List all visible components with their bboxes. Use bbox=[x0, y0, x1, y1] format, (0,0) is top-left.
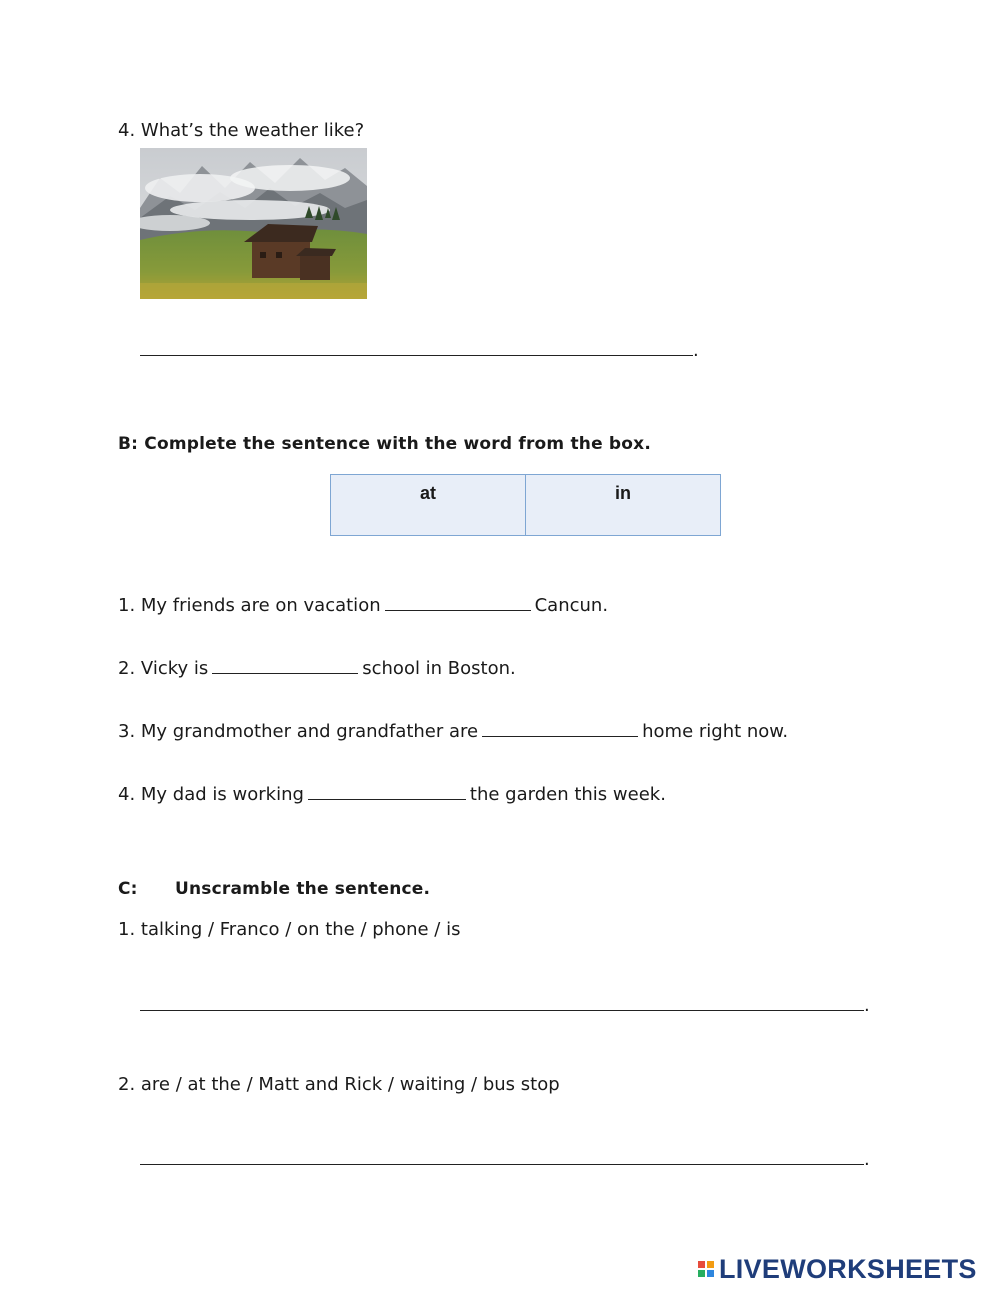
blank-b2[interactable] bbox=[212, 659, 358, 674]
sentence-b3 bbox=[118, 721, 788, 742]
word-box-in: in bbox=[525, 475, 720, 535]
sentence-b2-end: school in Boston. bbox=[362, 658, 516, 679]
logo-mark-icon bbox=[697, 1260, 715, 1278]
sentence-b4 bbox=[118, 784, 666, 805]
sentence-b1-end: Cancun. bbox=[534, 595, 609, 616]
answer-line-c1[interactable] bbox=[140, 1010, 864, 1011]
section-b-heading: B: Complete the sentence with the word from the box. bbox=[118, 434, 652, 454]
word-box bbox=[330, 474, 721, 536]
scramble-c1: 1. talking / Franco / on the / phone / is bbox=[118, 919, 461, 940]
mountain-cabin-photo bbox=[140, 148, 367, 299]
sentence-b3-end: home right now. bbox=[642, 721, 789, 742]
answer-line-c2[interactable] bbox=[140, 1164, 864, 1165]
sentence-b2-start: 2. Vicky is bbox=[118, 658, 209, 679]
sentence-b2 bbox=[118, 658, 516, 679]
word-box-at: at bbox=[331, 475, 525, 535]
blank-b3[interactable] bbox=[482, 722, 638, 737]
answer-period-c1: . bbox=[864, 995, 870, 1016]
sentence-b3-start: 3. My grandmother and grandfather are bbox=[118, 721, 479, 742]
liveworksheets-logo bbox=[697, 1252, 977, 1286]
blank-b1[interactable] bbox=[385, 596, 531, 611]
sentence-b4-start: 4. My dad is working bbox=[118, 784, 304, 805]
answer-line-q4[interactable] bbox=[140, 355, 693, 356]
section-c-letter: C: bbox=[118, 879, 138, 899]
sentence-b1-start: 1. My friends are on vacation bbox=[118, 595, 381, 616]
answer-period-c2: . bbox=[864, 1149, 870, 1170]
logo-text: LIVEWORKSHEETS bbox=[719, 1253, 977, 1284]
section-c-heading: Unscramble the sentence. bbox=[175, 879, 431, 899]
question-4-label: 4. What’s the weather like? bbox=[118, 120, 365, 141]
sentence-b1 bbox=[118, 595, 608, 616]
sentence-b4-end: the garden this week. bbox=[469, 784, 666, 805]
scramble-c2: 2. are / at the / Matt and Rick / waiting / bus stop bbox=[118, 1074, 560, 1095]
blank-b4[interactable] bbox=[308, 785, 466, 800]
answer-period: . bbox=[693, 340, 699, 361]
